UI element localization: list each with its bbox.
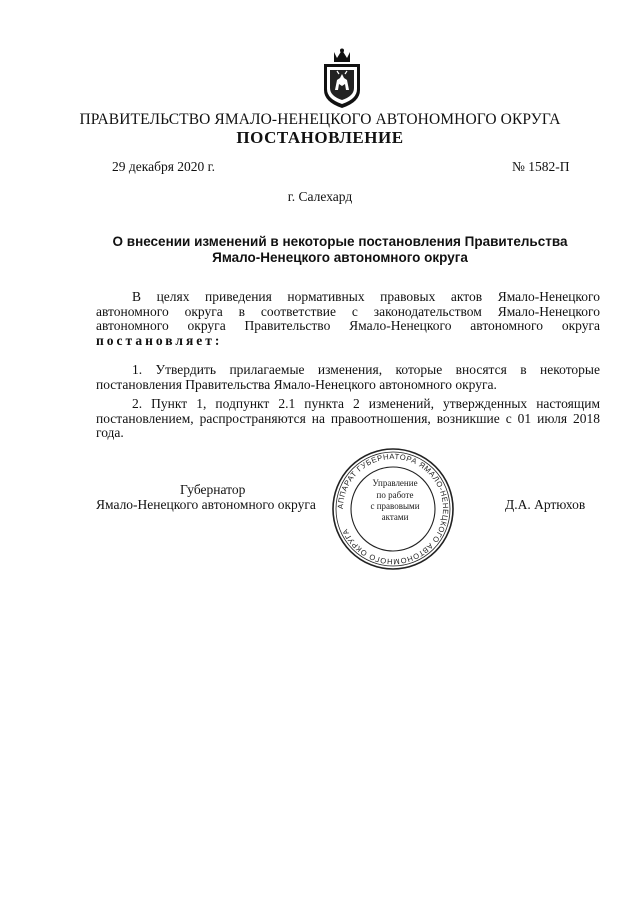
signatory-organization: Ямало-Ненецкого автономного округа [96,497,316,512]
stamp-line-3: с правовыми [370,501,420,511]
subject-line-1: О внесении изменений в некоторые постановления Правительства [112,234,568,249]
decree-word: постановляет: [96,332,223,348]
document-number: № 1582-П [512,159,570,174]
preamble-text: В целях приведения нормативных правовых актов Ямало-Ненецкого автономного округа в соответствие с законодательством Ямало-Ненецкого автономного округа Правительство Ямало-Ненецкого автономного округа [96,289,600,333]
document-city: г. Салехард [287,189,353,204]
official-stamp [330,446,456,572]
clause-2-paragraph: 2. Пункт 1, подпункт 2.1 пункта 2 изменений, утвержденных настоящим постановлением, распространяются на правоотношения, возникшие с 01 июля 2018 года. [96,396,600,440]
stamp-line-1: Управление [372,478,418,488]
stamp-line-2: по работе [376,490,414,500]
government-title: ПРАВИТЕЛЬСТВО ЯМАЛО-НЕНЕЦКОГО АВТОНОМНОГО ОКРУГА [79,111,561,128]
stamp-ring-text: АППАРАТ ГУБЕРНАТОРА ЯМАЛО-НЕНЕЦКОГО АВТОНОМНОГО ОКРУГА [335,451,451,567]
clause-1-paragraph: 1. Утвердить прилагаемые изменения, которые вносятся в некоторые постановления Правительства Ямало-Ненецкого автономного округа. [96,362,600,392]
coat-of-arms-emblem [320,48,364,110]
signatory-name: Д.А. Артюхов [505,497,586,512]
stamp-line-4: актами [381,512,409,522]
subject-line-2: Ямало-Ненецкого автономного округа [212,250,468,265]
signatory-title: Губернатор [180,482,246,497]
document-date: 29 декабря 2020 г. [112,159,216,174]
preamble-paragraph [96,290,600,348]
document-subject [110,234,570,266]
document-type: ПОСТАНОВЛЕНИЕ [236,128,404,147]
